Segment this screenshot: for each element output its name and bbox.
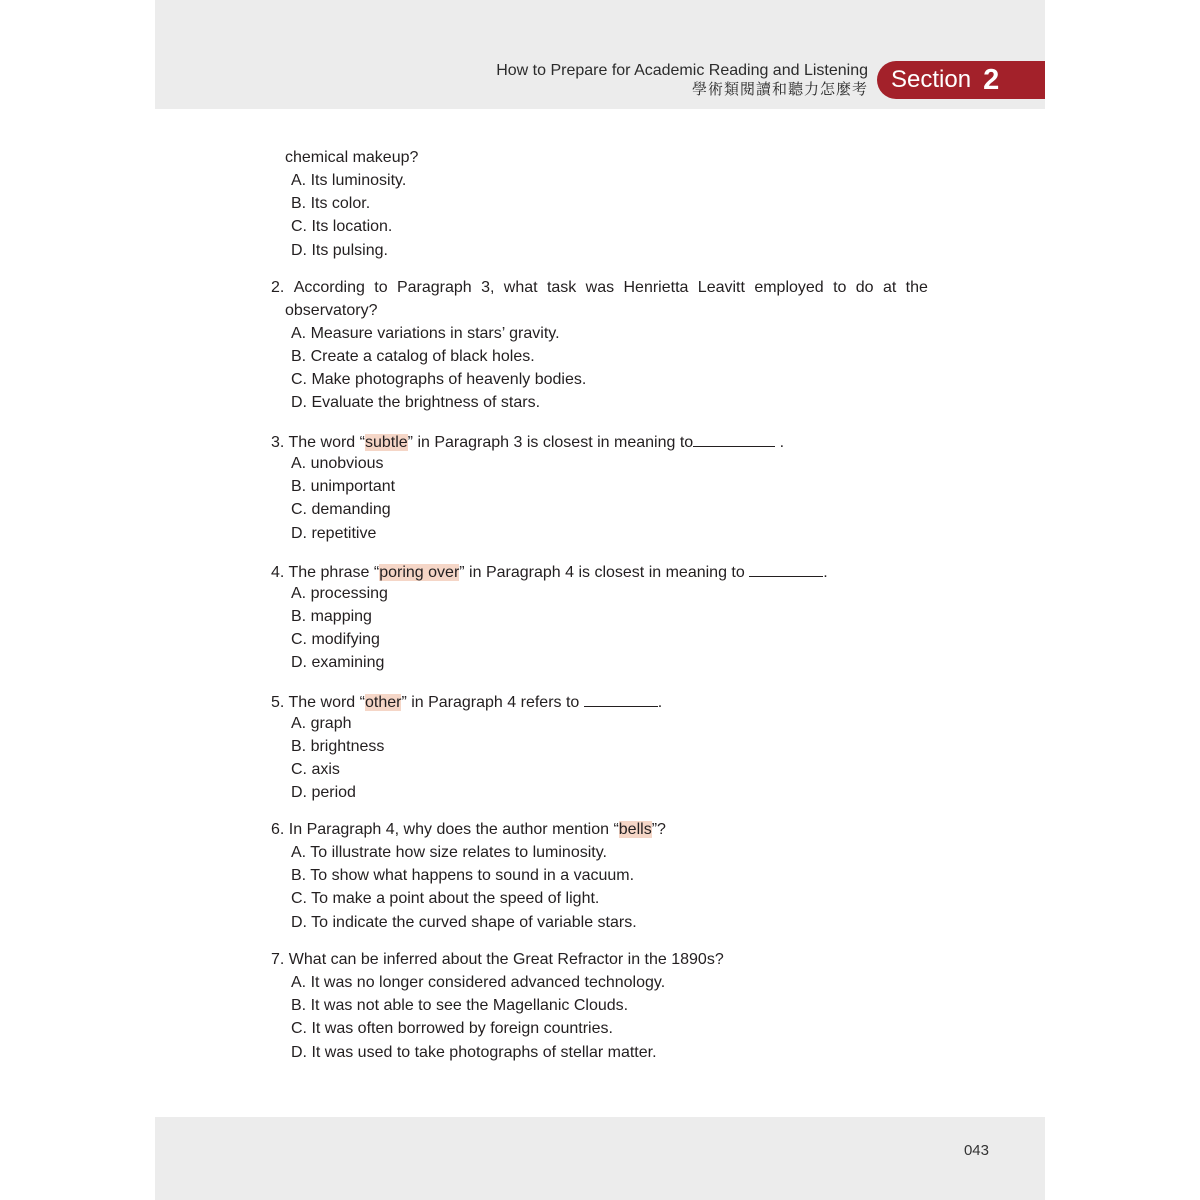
question-2-option-d: D. Evaluate the brightness of stars.	[291, 394, 541, 411]
stem-word: do	[855, 279, 874, 296]
question-number: 2.	[271, 279, 285, 296]
question-number: 3.	[271, 434, 285, 451]
question-5-option-a: A. graph	[291, 715, 352, 732]
question-7-option-b: B. It was not able to see the Magellanic Clouds.	[291, 997, 629, 1014]
highlighted-term: subtle	[364, 434, 408, 451]
stem-text: ” in Paragraph 3 is closest in meaning to	[407, 434, 694, 451]
stem-text: ” in Paragraph 4 is closest in meaning to	[459, 564, 750, 581]
stem-word: at	[882, 279, 897, 296]
question-1-option-b: B. Its color.	[291, 195, 371, 212]
question-7-option-d: D. It was used to take photographs of stellar matter.	[291, 1044, 657, 1061]
stem-text: In Paragraph 4, why does the author mention “	[288, 821, 619, 838]
question-5-option-c: C. axis	[291, 761, 340, 778]
question-number: 7.	[271, 951, 285, 968]
running-title-english: How to Prepare for Academic Reading and Listening	[496, 62, 868, 79]
stem-end: .	[823, 564, 828, 581]
stem-text: The word “	[288, 434, 365, 451]
question-7-option-a: A. It was no longer considered advanced technology.	[291, 974, 666, 991]
stem-text: The phrase “	[288, 564, 380, 581]
answer-blank	[749, 561, 823, 577]
question-6-option-b: B. To show what happens to sound in a vacuum.	[291, 867, 635, 884]
question-4-option-d: D. examining	[291, 654, 385, 671]
question-3-option-d: D. repetitive	[291, 525, 377, 542]
book-page	[155, 0, 1045, 1200]
stem-end: .	[775, 434, 785, 451]
question-4-option-a: A. processing	[291, 585, 388, 602]
section-number: 2	[983, 63, 1000, 96]
question-6-option-a: A. To illustrate how size relates to luminosity.	[291, 844, 607, 861]
answer-blank	[693, 431, 775, 447]
question-5-option-d: D. period	[291, 784, 356, 801]
question-6-option-d: D. To indicate the curved shape of variable stars.	[291, 914, 637, 931]
stem-word: to	[833, 279, 847, 296]
answer-blank	[584, 691, 658, 707]
stem-word: Henrietta	[623, 279, 689, 296]
running-title	[496, 61, 868, 99]
highlighted-term: poring over	[379, 564, 460, 581]
question-7-stem	[271, 950, 724, 970]
question-number: 6.	[271, 821, 285, 838]
stem-word: Paragraph	[396, 279, 472, 296]
question-1-option-d: D. Its pulsing.	[291, 242, 388, 259]
question-3-option-b: B. unimportant	[291, 478, 396, 495]
highlighted-term: bells	[618, 821, 652, 838]
question-3-stem	[271, 431, 784, 453]
question-2-option-b: B. Create a catalog of black holes.	[291, 348, 535, 365]
question-1-stem-end: chemical makeup?	[285, 149, 419, 166]
stem-text: ” in Paragraph 4 refers to	[401, 694, 584, 711]
section-label: Section	[891, 66, 972, 93]
question-2-option-a: A. Measure variations in stars’ gravity.	[291, 325, 560, 342]
stem-word: the	[905, 279, 928, 296]
stem-text: ”?	[651, 821, 666, 838]
stem-end: .	[657, 694, 663, 711]
question-5-stem	[271, 691, 662, 713]
stem-word: to	[374, 279, 388, 296]
question-6-stem	[271, 820, 666, 840]
stem-text: What can be inferred about the Great Refractor in the 1890s?	[288, 951, 724, 968]
question-2-stem-end: observatory?	[285, 302, 378, 319]
stem-word: Leavitt	[697, 279, 745, 296]
question-2-option-c: C. Make photographs of heavenly bodies.	[291, 371, 587, 388]
stem-word: employed	[754, 279, 824, 296]
question-5-option-b: B. brightness	[291, 738, 385, 755]
question-7-option-c: C. It was often borrowed by foreign countries.	[291, 1020, 613, 1037]
question-2-stem	[271, 278, 928, 298]
stem-word: task	[546, 279, 577, 296]
stem-word: what	[503, 279, 538, 296]
question-1-option-a: A. Its luminosity.	[291, 172, 407, 189]
question-1-option-c: C. Its location.	[291, 218, 393, 235]
question-4-stem	[271, 561, 828, 583]
stem-text: The word “	[288, 694, 365, 711]
question-number: 5.	[271, 694, 285, 711]
question-3-option-a: A. unobvious	[291, 455, 384, 472]
question-3-option-c: C. demanding	[291, 501, 391, 518]
page-footer	[155, 1117, 1045, 1200]
question-4-option-c: C. modifying	[291, 631, 380, 648]
section-tab	[877, 61, 1045, 99]
stem-word: was	[585, 279, 615, 296]
question-6-option-c: C. To make a point about the speed of light.	[291, 890, 600, 907]
running-title-chinese: 學術類閱讀和聽力怎麼考	[691, 81, 868, 98]
stem-word: According	[293, 279, 365, 296]
question-4-option-b: B. mapping	[291, 608, 372, 625]
question-number: 4.	[271, 564, 285, 581]
stem-word: 3,	[481, 279, 495, 296]
page-number: 043	[963, 1142, 989, 1159]
highlighted-term: other	[364, 694, 402, 711]
